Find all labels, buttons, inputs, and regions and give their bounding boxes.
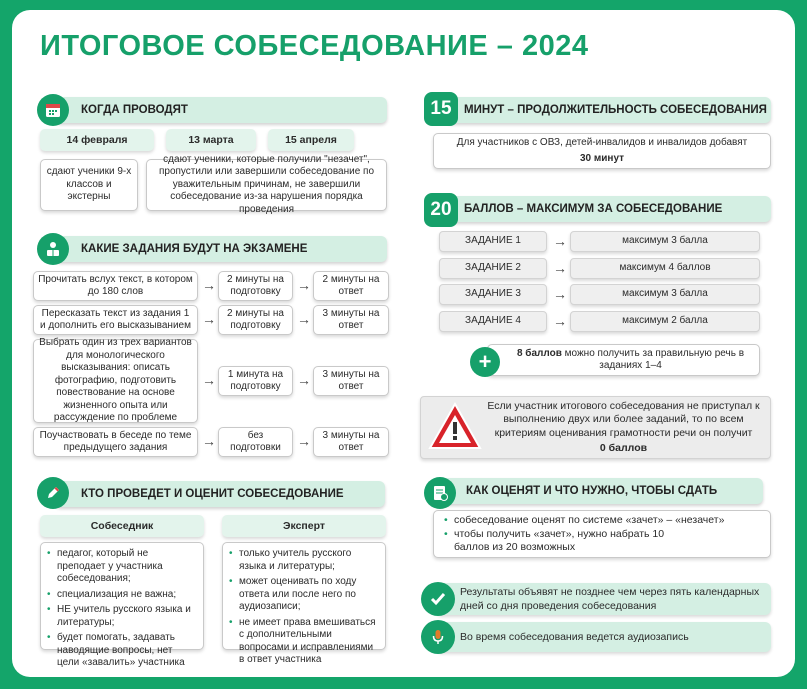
arrow-right-icon: → xyxy=(553,313,567,329)
duration-extra: 30 минут xyxy=(579,152,625,164)
bonus-text: можно получить за правильную речь в заданиях 1–4 xyxy=(561,347,745,371)
tasks-header xyxy=(55,236,387,262)
task-2-prep: 2 минуты на подготовку xyxy=(218,305,293,335)
date-3: 15 апреля xyxy=(268,129,354,151)
who-takes-1: сдают ученики 9-х классов и экстерны xyxy=(40,159,138,211)
duration-header xyxy=(446,97,771,123)
list-item: • может оценивать по ходу ответа или после него по аудиозаписи; xyxy=(229,576,379,614)
document-check-icon xyxy=(424,477,456,509)
task-1: Прочитать вслух текст, в котором до 180 слов xyxy=(33,271,198,301)
expert-box xyxy=(222,542,386,665)
tasks-header-text: КАКИЕ ЗАДАНИЯ БУДУТ НА ЭКЗАМЕНЕ xyxy=(81,243,308,255)
interlocutor-title: Собеседник xyxy=(40,515,204,537)
arrow-right-icon: → xyxy=(202,277,216,293)
expert-title: Эксперт xyxy=(222,515,386,537)
list-item: • будет помогать, задавать наводящие вопросы, нет цели «завалить» участника xyxy=(47,632,197,670)
task-3: Выбрать один из трех вариантов для монологического высказывания: описать фотографию, подготовить повествование на основе жизненного опыта или рассуждение по проблеме xyxy=(33,339,198,423)
duration-note xyxy=(433,133,771,169)
interlocutor-box xyxy=(40,542,204,668)
bonus-note xyxy=(487,344,760,376)
points-task-1: ЗАДАНИЕ 1 xyxy=(439,231,547,252)
interlocutor-list xyxy=(47,548,197,673)
when-header-text: КОГДА ПРОВОДЯТ xyxy=(81,104,188,116)
microphone-icon xyxy=(421,620,455,654)
list-item: • специализация не важна; xyxy=(47,589,197,602)
points-header-text: БАЛЛОВ – МАКСИМУМ ЗА СОБЕСЕДОВАНИЕ xyxy=(464,203,723,215)
warning-text: Если участник итогового собеседования не приступал к выполнению двух или более заданий, то по всем критериям оценивания грамотности речи он получит xyxy=(487,400,760,439)
list-item: • чтобы получить «зачет», нужно набрать 10 баллов из 20 возможных xyxy=(444,528,669,554)
warning-bold: 0 баллов xyxy=(599,441,648,454)
list-item: • собеседование оценят по системе «зачет» – «незачет» xyxy=(444,514,724,527)
duration-note-text: Для участников с ОВЗ, детей-инвалидов и инвалидов добавят xyxy=(456,137,748,148)
grading-list xyxy=(444,514,724,554)
arrow-right-icon: → xyxy=(202,433,216,449)
points-header xyxy=(446,196,771,222)
when-header xyxy=(55,97,387,123)
points-task-3: ЗАДАНИЕ 3 xyxy=(439,284,547,305)
arrow-right-icon: → xyxy=(202,372,216,388)
points-task-4: ЗАДАНИЕ 4 xyxy=(439,311,547,332)
duration-number: 15 xyxy=(424,92,458,126)
page-title: ИТОГОВОЕ СОБЕСЕДОВАНИЕ – 2024 xyxy=(40,30,589,62)
bonus-bold: 8 баллов xyxy=(516,347,562,359)
task-3-prep: 1 минута на подготовку xyxy=(218,366,293,396)
arrow-right-icon: → xyxy=(553,233,567,249)
arrow-right-icon: → xyxy=(297,372,311,388)
task-4: Поучаствовать в беседе по теме предыдущего задания xyxy=(33,427,198,457)
task-1-answer: 2 минуты на ответ xyxy=(313,271,389,301)
task-2-answer: 3 минуты на ответ xyxy=(313,305,389,335)
who-takes-2: сдают ученики, которые получили "незачет", пропустили или завершили собеседование по уважительным причинам, не завершили собеседование из-за нарушения порядка проведения xyxy=(146,159,387,211)
task-4-prep: без подготовки xyxy=(218,427,293,457)
task-4-answer: 3 минуты на ответ xyxy=(313,427,389,457)
date-2: 13 марта xyxy=(166,129,256,151)
arrow-right-icon: → xyxy=(297,433,311,449)
points-max-1: максимум 3 балла xyxy=(570,231,760,252)
expert-list xyxy=(229,548,379,670)
bonus-text-wrap xyxy=(506,348,755,373)
who-header xyxy=(55,481,385,507)
list-item: • НЕ учитель русского языка и литературы; xyxy=(47,604,197,629)
arrow-right-icon: → xyxy=(202,311,216,327)
list-item: • педагог, который не преподает у участника собеседования; xyxy=(47,548,197,586)
task-1-prep: 2 минуты на подготовку xyxy=(218,271,293,301)
audio-note-text: Во время собеседования ведется аудиозапись xyxy=(460,630,689,643)
arrow-right-icon: → xyxy=(297,277,311,293)
warning-icon xyxy=(428,401,482,451)
date-1: 14 февраля xyxy=(40,129,154,151)
results-note xyxy=(436,583,771,615)
checkmark-icon xyxy=(421,582,455,616)
calendar-icon xyxy=(37,94,69,126)
points-task-2: ЗАДАНИЕ 2 xyxy=(439,258,547,279)
points-number: 20 xyxy=(424,193,458,227)
audio-note xyxy=(436,622,771,652)
reading-person-icon xyxy=(37,233,69,265)
arrow-right-icon: → xyxy=(553,260,567,276)
arrow-right-icon: → xyxy=(553,286,567,302)
grading-header xyxy=(442,478,763,504)
grading-box xyxy=(433,510,771,558)
points-max-3: максимум 3 балла xyxy=(570,284,760,305)
list-item: • только учитель русского языка и литературы; xyxy=(229,548,379,573)
plus-icon: + xyxy=(470,347,500,377)
pencil-icon xyxy=(37,477,69,509)
grading-header-text: КАК ОЦЕНЯТ И ЧТО НУЖНО, ЧТОБЫ СДАТЬ xyxy=(466,485,718,497)
task-3-answer: 3 минуты на ответ xyxy=(313,366,389,396)
duration-header-text: МИНУТ – ПРОДОЛЖИТЕЛЬНОСТЬ СОБЕСЕДОВАНИЯ xyxy=(464,104,767,116)
task-2: Пересказать текст из задания 1 и дополнить его высказыванием xyxy=(33,305,198,335)
who-header-text: КТО ПРОВЕДЕТ И ОЦЕНИТ СОБЕСЕДОВАНИЕ xyxy=(81,488,344,500)
arrow-right-icon: → xyxy=(297,311,311,327)
points-max-2: максимум 4 баллов xyxy=(570,258,760,279)
points-max-4: максимум 2 балла xyxy=(570,311,760,332)
list-item: • не имеет права вмешиваться с дополнительными вопросами и исправлениями в ответ участника xyxy=(229,617,379,667)
results-note-text: Результаты объявят не позднее чем через пять календарных дней со дня проведения собеседования xyxy=(460,585,760,612)
